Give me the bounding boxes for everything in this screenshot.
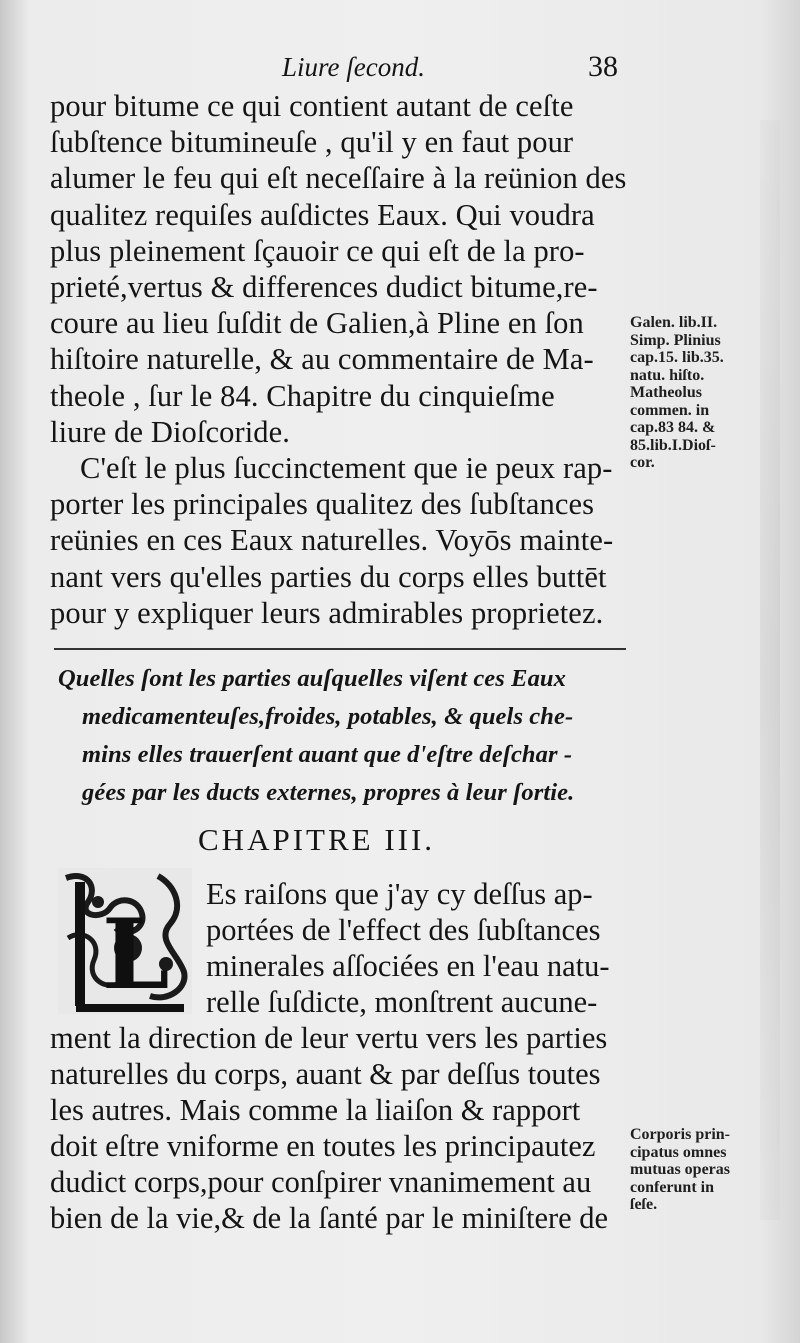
section-divider [54, 648, 626, 650]
margin-note-line: cap.83 84. & [630, 419, 716, 436]
text-line: Es raiſons que j'ay cy deſſus ap- [206, 877, 593, 911]
chapter-summary [58, 660, 638, 812]
margin-note-line: ſeſe. [630, 1196, 658, 1213]
initial-letter: L [102, 898, 170, 1011]
chapter-opening-lines [206, 876, 610, 1020]
text-line: naturelles du corps, auant & par deſſus toutes [50, 1057, 601, 1091]
margin-note-line: cipatus omnes [630, 1143, 727, 1161]
margin-note-line: cap.15. lib.35. [630, 349, 724, 366]
margin-note-line: Corporis prin- [630, 1126, 730, 1143]
margin-note-line: 85.lib.I.Dioſ- [630, 436, 716, 454]
text-line: reünies en ces Eaux naturelles. Voyōs mainte- [50, 523, 614, 558]
text-line: bien de la vie,& de la ſanté par le miniſtere de [50, 1201, 609, 1235]
text-line: plus pleinement ſçauoir ce qui eſt de la pro- [50, 233, 585, 268]
text-line: dudict corps,pour conſpirer vnanimement au [50, 1165, 592, 1199]
margin-note-line: conferunt in [630, 1178, 714, 1196]
text-line: doit eſtre vniforme en toutes les principautez [50, 1129, 596, 1163]
text-line: hiſtoire naturelle, & au commentaire de Ma- [50, 342, 594, 377]
summary-line: mins elles trauerſent auant que d'eſtre deſchar - [82, 741, 573, 768]
margin-note-line: Simp. Plinius [630, 331, 721, 349]
text-line: ment la direction de leur vertu vers les parties [50, 1021, 608, 1055]
text-line: coure au lieu ſuſdit de Galien,à Pline en ſon [50, 306, 584, 341]
decorated-initial-letter [58, 868, 192, 1014]
text-line: minerales aſſociées en l'eau natu- [206, 949, 610, 983]
margin-note-latin [630, 1126, 798, 1214]
chapter-body-text [50, 1020, 630, 1236]
text-line: qualitez requiſes auſdictes Eaux. Qui voudra [50, 197, 595, 232]
margin-note-line: mutuas operas [630, 1161, 731, 1178]
page-number: 38 [588, 50, 618, 83]
text-line: theole , ſur le 84. Chapitre du cinquieſme [50, 378, 555, 413]
page-shadow [760, 120, 780, 1220]
text-line: portées de l'effect des ſubſtances [206, 913, 601, 947]
margin-note-references [630, 314, 798, 472]
text-line: ſubſtence bitumineuſe , qu'il y en faut pour [50, 125, 574, 160]
text-line: porter les principales qualitez des ſubſtances [50, 487, 595, 522]
text-line: pour bitume ce qui contient autant de ceſte [50, 89, 574, 123]
margin-note-line: Matheolus [630, 384, 702, 401]
body-text [50, 88, 630, 631]
summary-line: gées par les ducts externes, propres à leur ſortie. [82, 779, 575, 806]
text-line: nant vers qu'elles parties du corps elles buttēt [50, 559, 607, 594]
text-line: C'eſt le plus ſuccinctement que ie peux rap- [80, 451, 613, 486]
text-line: pour y expliquer leurs admirables proprietez. [50, 595, 604, 630]
chapter-heading: CHAPITRE III. [198, 822, 436, 857]
running-title: Liure ſecond. [282, 52, 425, 82]
text-line: alumer le feu qui eſt neceſſaire à la reünion des [50, 161, 627, 196]
text-line: prieté,vertus & differences dudict bitume,re- [50, 270, 598, 305]
text-line: liure de Dioſcoride. [50, 414, 290, 449]
summary-line: medicamenteuſes,froides, potables, & quels che- [82, 703, 574, 730]
margin-note-line: Galen. lib.II. [630, 314, 718, 331]
margin-note-line: commen. in [630, 401, 710, 419]
summary-line: Quelles ſont les parties auſquelles viſent ces Eaux [58, 665, 567, 692]
text-line: les autres. Mais comme la liaiſon & rapport [50, 1093, 581, 1127]
margin-note-line: cor. [630, 454, 655, 471]
page-header [0, 50, 800, 90]
text-line: relle ſuſdicte, monſtrent aucune- [206, 985, 598, 1019]
ornament-icon [58, 868, 192, 1014]
margin-note-line: natu. hiſto. [630, 366, 705, 384]
